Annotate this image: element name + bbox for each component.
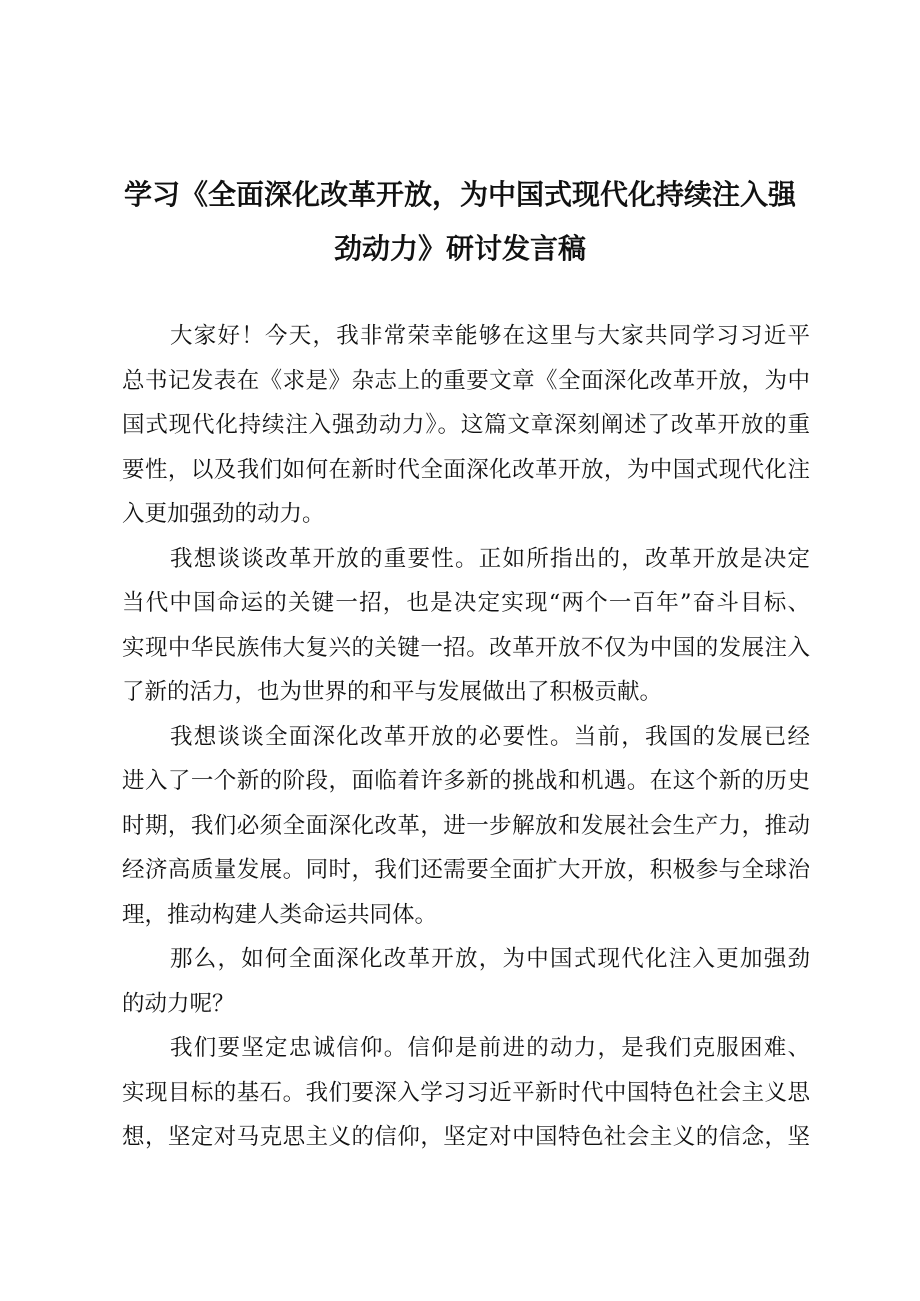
- document-title: [120, 168, 800, 276]
- text-line: 总书记发表在《求是》杂志上的重要文章《全面深化改革开放，为中: [122, 367, 810, 394]
- text-line: 理，推动构建人类命运共同体。: [122, 901, 438, 928]
- paragraph-importance: [122, 537, 810, 715]
- text-line: 国式现代化持续注入强劲动力》。这篇文章深刻阐述了改革开放的重: [122, 412, 810, 438]
- text-line: 我想谈谈改革开放的重要性。正如所指出的，改革开放是决定: [170, 545, 810, 572]
- text-line: 入更加强劲的动力。: [122, 501, 325, 527]
- text-line: 了新的活力，也为世界的和平与发展做出了积极贡献。: [122, 679, 663, 705]
- title-line-1: 学习《全面深化改革开放，为中国式现代化持续注入强: [123, 178, 796, 211]
- paragraph-faith: [122, 1026, 810, 1160]
- text-line: 我们要坚定忠诚信仰。信仰是前进的动力，是我们克服困难、: [170, 1035, 810, 1061]
- text-line: 我想谈谈全面深化改革开放的必要性。当前，我国的发展已经: [170, 723, 810, 750]
- text-line: 当代中国命运的关键一招，也是决定实现“两个一百年”奋斗目标、: [122, 590, 810, 616]
- text-line: 进入了一个新的阶段，面临着许多新的挑战和机遇。在这个新的历史: [122, 768, 810, 794]
- text-line: 实现目标的基石。我们要深入学习习近平新时代中国特色社会主义思: [122, 1079, 810, 1106]
- paragraph-greeting: [122, 314, 810, 537]
- document-body: [122, 314, 810, 1160]
- text-line: 的动力呢？: [122, 990, 235, 1017]
- paragraph-question: [122, 937, 810, 1026]
- text-line: 经济高质量发展。同时，我们还需要全面扩大开放，积极参与全球治: [122, 857, 810, 883]
- text-line: 大家好！今天，我非常荣幸能够在这里与大家共同学习习近平: [170, 323, 810, 349]
- text-line: 那么，如何全面深化改革开放，为中国式现代化注入更加强劲: [170, 946, 810, 972]
- text-line: 要性，以及我们如何在新时代全面深化改革开放，为中国式现代化注: [122, 456, 810, 483]
- text-line: 时期，我们必须全面深化改革，进一步解放和发展社会生产力，推动: [122, 812, 810, 839]
- text-line: 实现中华民族伟大复兴的关键一招。改革开放不仅为中国的发展注入: [122, 634, 810, 661]
- text-line: 想，坚定对马克思主义的信仰，坚定对中国特色社会主义的信念，坚: [122, 1124, 810, 1150]
- paragraph-necessity: [122, 715, 810, 938]
- title-line-2: 劲动力》研讨发言稿: [333, 232, 586, 265]
